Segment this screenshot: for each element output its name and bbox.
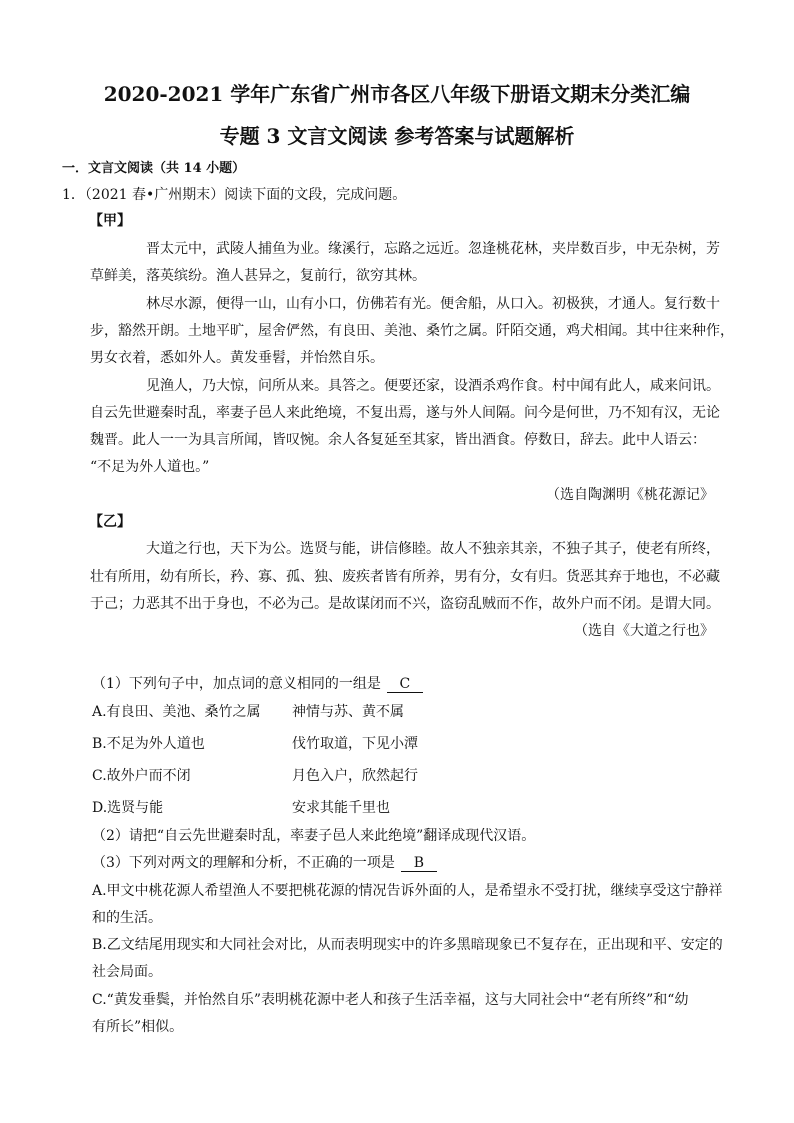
choice-c-line: 有所长”相似。 (92, 1019, 184, 1035)
option-a-right: 神情与苏、黄不属 (292, 704, 404, 720)
answer-blank: B (401, 855, 437, 872)
option-c-left: C.故外户而不闭 (92, 768, 191, 784)
option-d-right: 安求其能千里也 (292, 800, 390, 816)
passage-line: 魏晋。此人一一为具言所闻，皆叹惋。余人各复延至其家，皆出酒食。停数日，辞去。此中人语云： (90, 432, 706, 448)
passage-jia-source: （选自陶渊明《桃花源记》 (546, 487, 714, 503)
passage-line: 于己；力恶其不出于身也，不必为己。是故谋闭而不兴，盗窃乱贼而不作，故外户而不闭。是谓大同。 (90, 596, 720, 612)
option-a-left: A.有良田、美池、桑竹之属 (92, 704, 261, 720)
question-stem: 1．（2021 春•广州期末）阅读下面的文段，完成问题。 (62, 187, 407, 203)
option-c-right: 月色入户，欣然起行 (292, 768, 418, 784)
passage-line: 步，豁然开朗。土地平旷，屋舍俨然，有良田、美池、桑竹之属。阡陌交通，鸡犬相闻。其中往来种作， (90, 323, 734, 339)
subquestion-1-stem: （1）下列句子中，加点词的意义相同的一组是 (92, 676, 381, 692)
subquestion-2: （2）请把“自云先世避秦时乱，率妻子邑人来此绝境”翻译成现代汉语。 (92, 828, 536, 844)
option-b-left: B.不足为外人道也 (92, 736, 205, 752)
passage-line: 大道之行也，天下为公。选贤与能，讲信修睦。故人不独亲其亲，不独子其子，使老有所终， (146, 541, 720, 557)
subquestion-3 (92, 852, 437, 872)
passage-line: 草鲜美，落英缤纷。渔人甚异之，复前行，欲穷其林。 (90, 268, 426, 284)
passage-line: 见渔人，乃大惊，问所从来。具答之。便要还家，设酒杀鸡作食。村中闻有此人，咸来问讯。 (146, 378, 720, 394)
passage-line: 自云先世避秦时乱，率妻子邑人来此绝境，不复出焉，遂与外人间隔。问今是何世，乃不知有汉，无论 (90, 405, 720, 421)
answer-blank: C (387, 676, 423, 693)
choice-a-line: 和的生活。 (92, 910, 162, 926)
passage-line: “不足为外人道也。” (90, 459, 210, 475)
subquestion-1 (92, 673, 423, 693)
option-d-left: D.选贤与能 (92, 800, 164, 816)
passage-yi-source: （选自《大道之行也》 (574, 623, 714, 639)
choice-a-line: A.甲文中桃花源人希望渔人不要把桃花源的情况告诉外面的人，是希望永不受打扰，继续享受这宁静祥 (92, 883, 723, 899)
passage-line: 壮有所用，幼有所长，矜、寡、孤、独、废疾者皆有所养，男有分，女有归。货恶其弃于地也，不必藏 (90, 569, 720, 585)
passage-line: 林尽水源，便得一山，山有小口，仿佛若有光。便舍船，从口入。初极狭，才通人。复行数十 (146, 296, 720, 312)
choice-c-line: C.“黄发垂鬓，并怡然自乐”表明桃花源中老人和孩子生活幸福，这与大同社会中“老有所终”和“幼 (92, 992, 689, 1008)
section-heading: 一．文言文阅读（共 14 小题） (62, 161, 246, 176)
option-b-right: 伐竹取道，下见小潭 (292, 736, 418, 752)
passage-jia-marker: 【甲】 (89, 213, 131, 229)
choice-b-line: 社会局面。 (92, 964, 162, 980)
choice-b-line: B.乙文结尾用现实和大同社会对比，从而表明现实中的许多黑暗现象已不复存在，正出现和平、安定的 (92, 937, 723, 953)
passage-yi-marker: 【乙】 (89, 514, 131, 530)
subquestion-3-stem: （3）下列对两文的理解和分析，不正确的一项是 (92, 855, 395, 871)
passage-line: 晋太元中，武陵人捕鱼为业。缘溪行，忘路之远近。忽逢桃花林，夹岸数百步，中无杂树，芳 (146, 241, 720, 257)
document-title: 2020-2021 学年广东省广州市各区八年级下册语文期末分类汇编 (103, 82, 691, 106)
passage-line: 男女衣着，悉如外人。黄发垂髫，并怡然自乐。 (90, 350, 384, 366)
document-subtitle: 专题 3 文言文阅读 参考答案与试题解析 (219, 124, 575, 148)
